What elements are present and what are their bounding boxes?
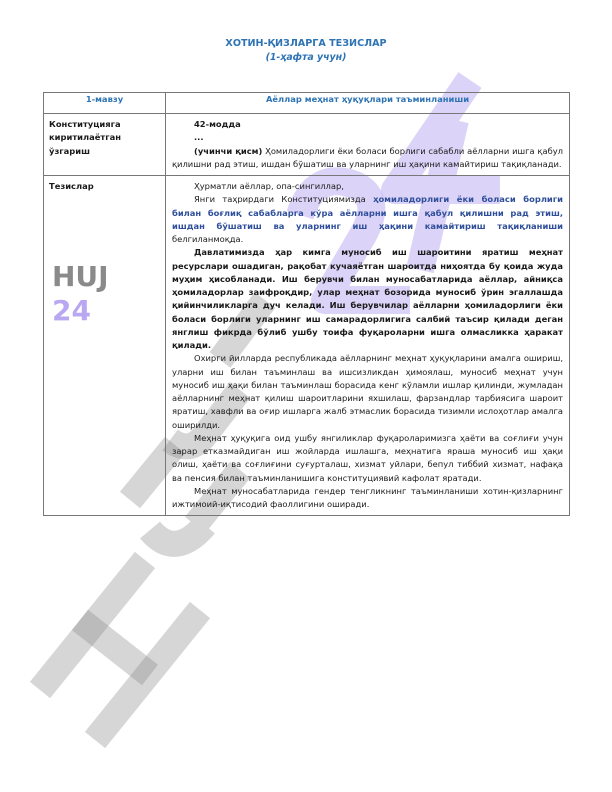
theses-cell <box>166 176 570 516</box>
watermark-grey-text: HUJ <box>52 260 109 293</box>
paragraph-labor-rights: Меҳнат ҳуқуқига оид ушбу янгиликлар фуқароларимизга ҳаёти ва соғлиғи учун зарар етказмайдиган иш жойларда ишлашга, меҳнатига яраша муносиб иш ҳақи олиш, ҳаёти ва соғлиғини суғурталаш, хизмат уйлари, бепул тиббий хизмат, нафақа ва пенсия билан таъминланишига конституциявий кафолат яратади. <box>172 432 563 483</box>
paragraph-state: Давлатимизда ҳар кимга муносиб иш шароитини яратиш меҳнат ресурслари ошадиган, рақобат кучаяётган шароитда ниҳоятда бу қоида жуда муҳим ҳисобланади. Иш берувчи билан муносабатларида аёллар, айниқса ҳомиладорлар заифроқдир, улар меҳнат бозорида муносиб ўрин эгаллашда қийинчиликларга дуч келади. Иш берувчилар аёлларни ҳомиладорлиги ёки боласи борлиги уларнинг иш самарадорлигига салбий таъсир қилади деган янглиш фикрда бўлиб ушбу тоифа фуқароларни ишга олмасликка ҳаракат қилади. <box>172 247 563 350</box>
topic-title: Аёллар меҳнат ҳуқуқлари таъминланиши <box>166 93 570 114</box>
part-label: (учинчи қисм) <box>194 145 263 156</box>
amendment-cell <box>166 114 570 176</box>
amendment-paragraph <box>172 145 563 172</box>
greeting: Ҳурматли аёллар, опа-сингиллар, <box>194 181 344 191</box>
table-header-row <box>44 93 570 114</box>
highlighted-text: ҳомиладорлиги ёки боласи борлиги билан боғлиқ сабабларга кўра аёлларни ишга қабул қилишни рад этиш, ишдан бўшатиш ва уларнинг иш ҳақини камайтириш тақиқланиши <box>172 194 563 231</box>
article-number: 42-модда <box>194 119 241 129</box>
part-text: Ҳомиладорлиги ёки боласи борлиги сабабли аёлларни ишга қабул қилишни рад этиш, ишдан бўшатиш ва уларнинг иш ҳақини камайтириш тақиқланади. <box>172 145 563 169</box>
table-row <box>44 114 570 176</box>
page-subtitle: (1-ҳафта учун) <box>265 52 347 63</box>
watermark-violet-text: 24 <box>52 294 91 327</box>
paragraph-constitution <box>172 193 563 246</box>
page-title: ХОТИН-ҚИЗЛАРГА ТЕЗИСЛАР <box>225 38 387 49</box>
watermark-h-stroke-3 <box>80 620 150 675</box>
table-row <box>44 176 570 516</box>
row-label-theses: Тезислар <box>44 176 166 516</box>
paragraph-end: белгиланмоқда. <box>172 234 244 244</box>
paragraph-start: Янги таҳрирдаги Конституциямизда <box>194 194 374 205</box>
topic-number: 1-мавзу <box>44 93 166 114</box>
watermark-labels <box>52 260 152 328</box>
watermark-h-stroke-1 <box>40 560 145 690</box>
ellipsis: ... <box>194 132 204 143</box>
paragraph-recent-years: Охирги йилларда республикада аёлларнинг меҳнат ҳуқуқларини амалга ошириш, уларни иш билан таъминлаш ва ишсизликдан ҳимоялаш, муносиб меҳнат учун муносиб иш ҳақи билан таъминлаш борасида кенг кўламли ишлар қилинди, жумладан аёлларнинг меҳнат қилиш шароитларини яхшилаш, фарзандлар тарбиясига шароит яратиш, хавфли ва оғир ишларга жалб этмаслик борасида тизимли ислоҳотлар амалга оширилди. <box>172 353 563 430</box>
row-label-amendment: Конституцияга киритилаётган ўзгариш <box>44 114 166 176</box>
paragraph-gender-equality: Меҳнат муносабатларида гендер тенгликнинг таъминланиши хотин-қизларнинг ижтимоий-иқтисодий фаоллигини оширади. <box>172 485 563 509</box>
watermark-h-stroke-2 <box>95 610 200 740</box>
